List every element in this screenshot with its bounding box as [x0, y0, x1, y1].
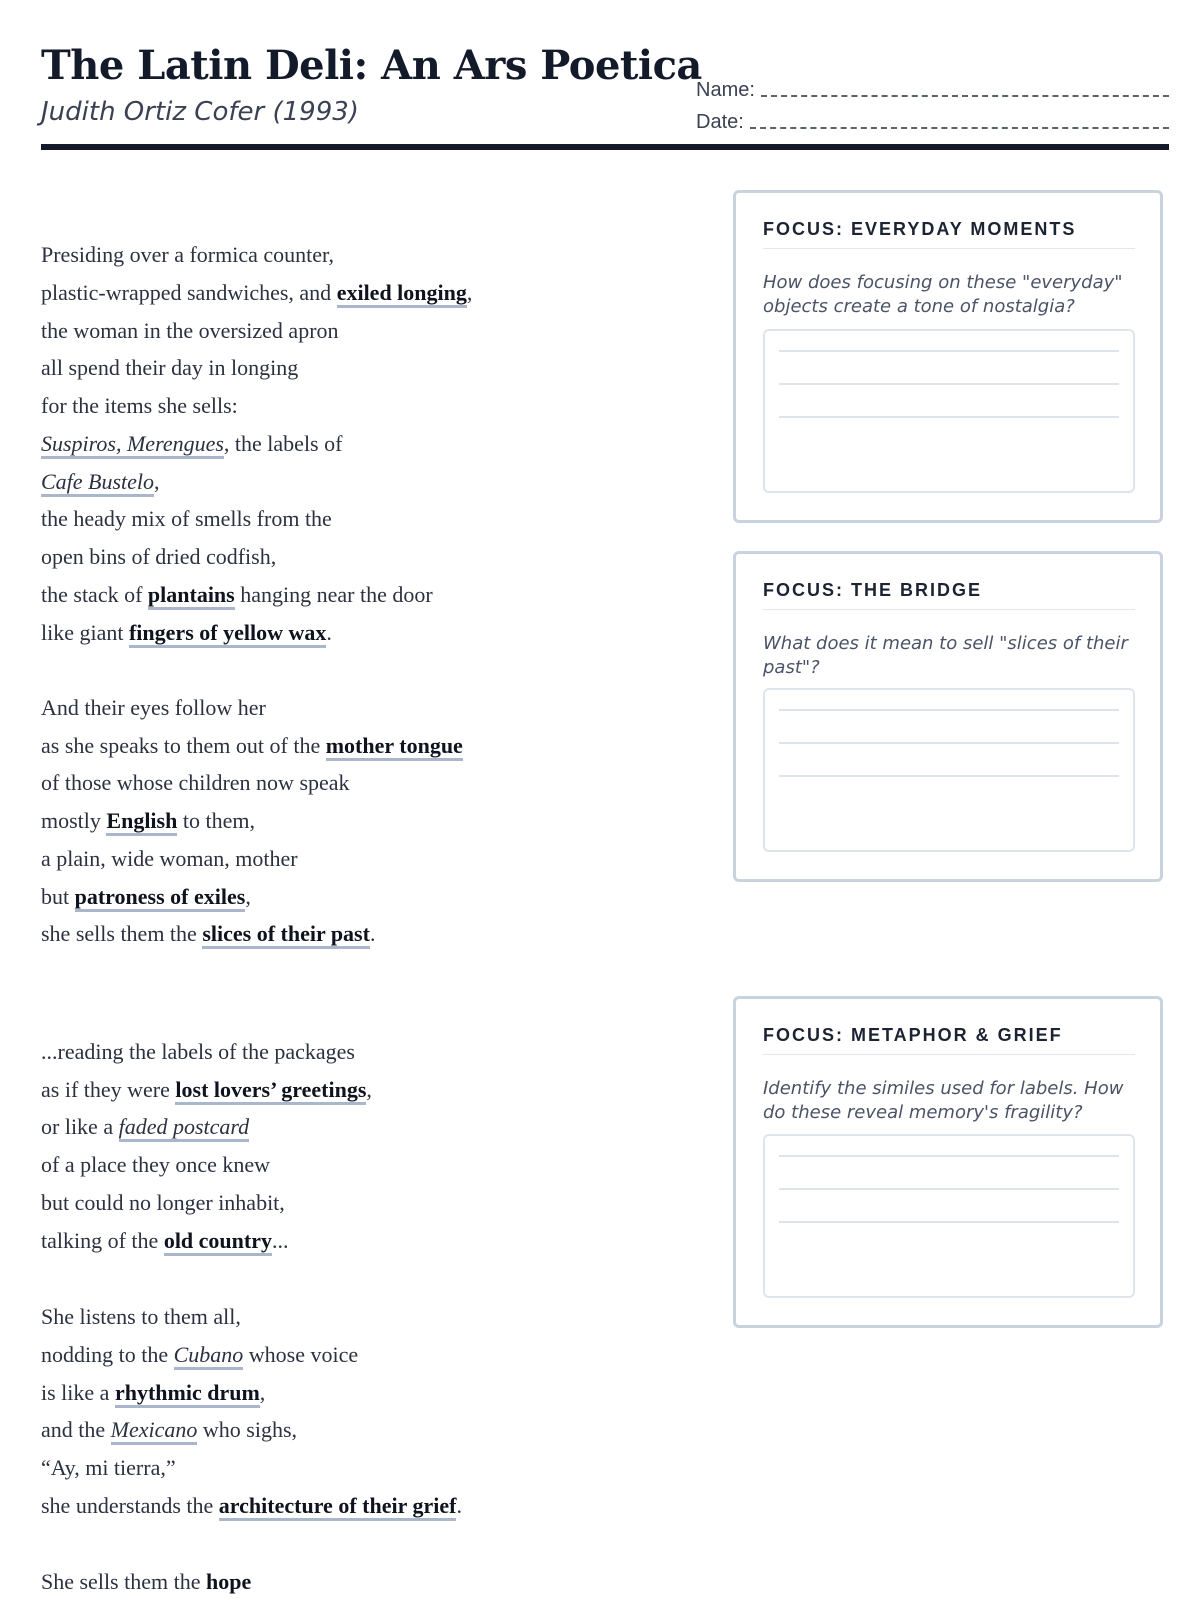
poem-line: mostly English to them,: [41, 802, 691, 840]
poem-text: [41, 236, 691, 1601]
answer-box[interactable]: [763, 329, 1135, 493]
poem-line: She listens to them all,: [41, 1304, 241, 1329]
date-blank[interactable]: [750, 107, 1169, 129]
poem-line: And their eyes follow her: [41, 695, 266, 720]
poem-line: of a place they once knew: [41, 1152, 271, 1177]
answer-box[interactable]: [763, 1134, 1135, 1298]
writing-line: [779, 1221, 1119, 1223]
stanza-break: [41, 1260, 691, 1298]
highlighted-phrase: architecture of their grief: [219, 1493, 457, 1521]
name-label: Name:: [696, 79, 755, 101]
writing-line: [779, 709, 1119, 711]
poem-line: the stack of plantains hanging near the door: [41, 576, 691, 614]
stanza-break: [41, 651, 691, 689]
poem-line: talking of the old country...: [41, 1222, 691, 1260]
highlighted-phrase: fingers of yellow wax: [129, 620, 326, 648]
poem-line: plastic-wrapped sandwiches, and exiled longing,: [41, 274, 691, 312]
poem-author: Judith Ortiz Cofer (1993): [41, 97, 359, 127]
section-break: [41, 953, 691, 1033]
focus-card-the-bridge: [733, 551, 1163, 882]
focus-card-question: Identify the similes used for labels. How do these reveal memory's fragility?: [763, 1078, 1124, 1123]
focus-card-everyday-moments: [733, 190, 1163, 523]
page-title: The Latin Deli: An Ars Poetica: [41, 42, 702, 89]
poem-line: or like a faded postcard: [41, 1108, 691, 1146]
writing-line: [779, 383, 1119, 385]
poem-line: for the items she sells:: [41, 393, 238, 418]
poem-line: as if they were lost lovers’ greetings,: [41, 1071, 691, 1108]
poem-line: Cafe Bustelo,: [41, 463, 691, 500]
poem-line: nodding to the Cubano whose voice: [41, 1336, 691, 1374]
poem-line: she sells them the slices of their past.: [41, 915, 691, 953]
highlighted-phrase: lost lovers’ greetings: [175, 1077, 366, 1105]
writing-line: [779, 350, 1119, 352]
focus-card-metaphor-grief: [733, 996, 1163, 1328]
writing-line: [779, 1155, 1119, 1157]
poem-line: all spend their day in longing: [41, 355, 299, 380]
focus-card-title: FOCUS: EVERYDAY MOMENTS: [763, 219, 1135, 249]
focus-card-question: What does it mean to sell "slices of their past"?: [763, 633, 1128, 678]
name-blank[interactable]: [761, 75, 1169, 97]
poem-line: the heady mix of smells from the: [41, 506, 332, 531]
highlighted-phrase: old country: [164, 1228, 272, 1256]
poem-line: and the Mexicano who sighs,: [41, 1411, 691, 1449]
focus-card-title: FOCUS: METAPHOR & GRIEF: [763, 1025, 1135, 1055]
poem-line: ...reading the labels of the packages: [41, 1039, 355, 1064]
student-info-fields: [696, 70, 1169, 134]
poem-line: Presiding over a formica counter,: [41, 242, 334, 267]
writing-line: [779, 742, 1119, 744]
writing-line: [779, 775, 1119, 777]
poem-line: open bins of dried codfish,: [41, 544, 277, 569]
name-field[interactable]: [696, 70, 1169, 102]
poem-line: but patroness of exiles,: [41, 878, 691, 915]
italic-phrase: Cafe Bustelo: [41, 469, 154, 497]
focus-card-title: FOCUS: THE BRIDGE: [763, 580, 1135, 610]
highlighted-phrase: rhythmic drum: [115, 1380, 260, 1408]
poem-line: like giant fingers of yellow wax.: [41, 614, 691, 651]
focus-card-question: How does focusing on these "everyday" objects create a tone of nostalgia?: [763, 272, 1123, 317]
highlighted-phrase: patroness of exiles: [75, 884, 246, 912]
poem-line: a plain, wide woman, mother: [41, 846, 298, 871]
highlighted-phrase: hope: [205, 1569, 252, 1594]
highlighted-phrase: mother tongue: [326, 733, 463, 761]
highlighted-phrase: plantains: [148, 582, 235, 610]
date-field[interactable]: [696, 102, 1169, 134]
poem-line: as she speaks to them out of the mother tongue: [41, 727, 691, 764]
poem-line: but could no longer inhabit,: [41, 1190, 285, 1215]
highlighted-phrase: English: [106, 808, 177, 836]
highlighted-phrase: exiled longing: [337, 280, 467, 308]
highlighted-phrase: slices of their past: [202, 921, 370, 949]
italic-phrase: Cubano: [174, 1342, 244, 1370]
answer-box[interactable]: [763, 688, 1135, 852]
italic-phrase: Suspiros, Merengues: [41, 431, 224, 459]
italic-phrase: Mexicano: [111, 1417, 198, 1445]
poem-line: “Ay, mi tierra,”: [41, 1455, 176, 1480]
date-label: Date:: [696, 111, 744, 133]
writing-line: [779, 1188, 1119, 1190]
italic-phrase: faded postcard: [119, 1114, 250, 1142]
poem-line: she understands the architecture of their grief.: [41, 1487, 691, 1525]
poem-line: Suspiros, Merengues, the labels of: [41, 425, 691, 463]
writing-line: [779, 416, 1119, 418]
stanza-break: [41, 1525, 691, 1563]
poem-line: She sells them the hope: [41, 1569, 252, 1594]
poem-line: the woman in the oversized apron: [41, 318, 339, 343]
poem-line: is like a rhythmic drum,: [41, 1374, 691, 1411]
poem-line: of those whose children now speak: [41, 770, 350, 795]
header-divider: [41, 144, 1169, 150]
